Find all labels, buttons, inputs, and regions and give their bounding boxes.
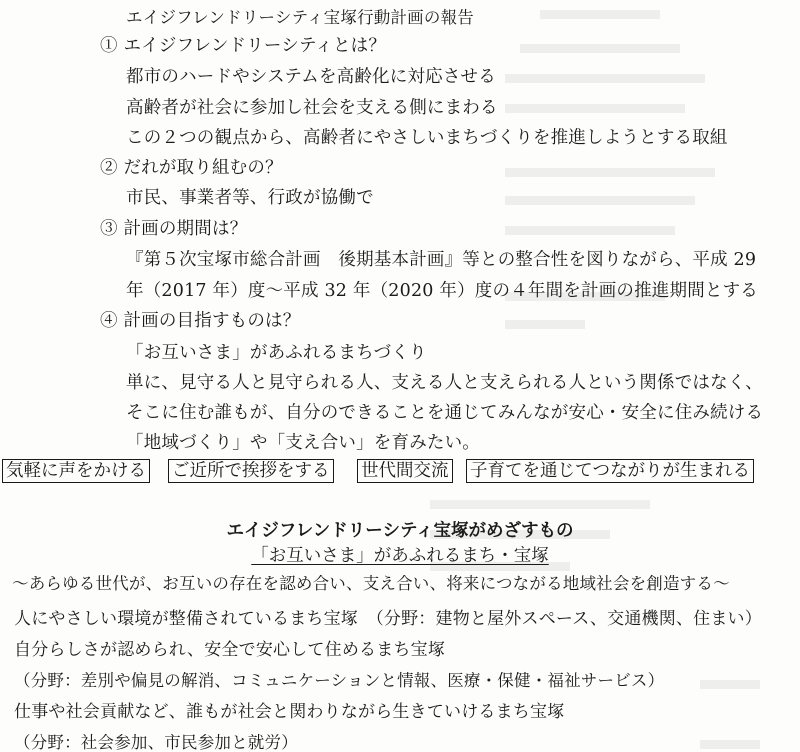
vision-line-4: 仕事や社会貢献など、誰もが社会と関わりながら生きていけるまち宝塚 bbox=[14, 702, 565, 722]
vision-tagline: ～あらゆる世代が、お互いの存在を認め合い、支え合い、将来につながる地域社会を創造する～ bbox=[12, 574, 730, 593]
answer-1-line-2: 高齢者が社会に参加し社会を支える側にまわる bbox=[126, 98, 498, 118]
question-2: ② だれが取り組むの？ bbox=[100, 158, 283, 178]
answer-4-line-2: 単に、見守る人と見守られる人、支える人と支えられる人という関係ではなく、 bbox=[126, 373, 763, 393]
answer-3-line-2: 年（2017 年）度～平成 32 年（2020 年）度の４年間を計画の推進期間とする bbox=[126, 281, 758, 301]
answer-4-line-3: そこに住む誰もが、自分のできることを通じてみんなが安心・安全に住み続ける bbox=[126, 403, 764, 423]
vision-line-2: 自分らしさが認められ、安全で安心して住めるまち宝塚 bbox=[14, 640, 446, 660]
tag-greet-casually: 気軽に声をかける bbox=[2, 459, 150, 483]
tag-neighborhood-greeting: ご近所で挨拶をする bbox=[168, 459, 334, 483]
tag-child-rearing-connections: 子育てを通じてつながりが生まれる bbox=[466, 459, 754, 483]
answer-1-line-3: この２つの観点から、高齢者にやさしいまちづくりを推進しようとする取組 bbox=[126, 128, 728, 148]
question-1: ① エイジフレンドリーシティとは？ bbox=[100, 36, 387, 56]
vision-heading: エイジフレンドリーシティ宝塚がめざすもの bbox=[226, 521, 574, 541]
question-3: ③ 計画の期間は？ bbox=[100, 219, 248, 239]
answer-2-line-1: 市民、事業者等、行政が協働で bbox=[126, 188, 374, 208]
answer-4-line-1: 「お互いさま」があふれるまちづくり bbox=[126, 343, 427, 363]
vision-subheading: 「お互いさま」があふれるまち・宝塚 bbox=[251, 546, 549, 566]
vision-line-5: （分野：社会参加、市民参加と就労） bbox=[14, 733, 298, 752]
tag-intergenerational-exchange: 世代間交流 bbox=[357, 459, 453, 483]
report-title: エイジフレンドリーシティ宝塚行動計画の報告 bbox=[126, 8, 474, 27]
vision-line-1: 人にやさしい環境が整備されているまち宝塚 （分野：建物と屋外スペース、交通機関、住まい） bbox=[14, 609, 762, 629]
question-4: ④ 計画の目指すものは？ bbox=[100, 311, 301, 331]
answer-4-line-4: 「地域づくり」や「支え合い」を育みたい。 bbox=[126, 433, 480, 453]
vision-line-3: （分野：差別や偏見の解消、コミュニケーションと情報、医療・保健・福祉サービス） bbox=[14, 671, 665, 690]
answer-1-line-1: 都市のハードやシステムを高齢化に対応させる bbox=[126, 67, 496, 87]
answer-3-line-1: 『第５次宝塚市総合計画 後期基本計画』等との整合性を図りながら、平成 29 bbox=[126, 250, 757, 270]
